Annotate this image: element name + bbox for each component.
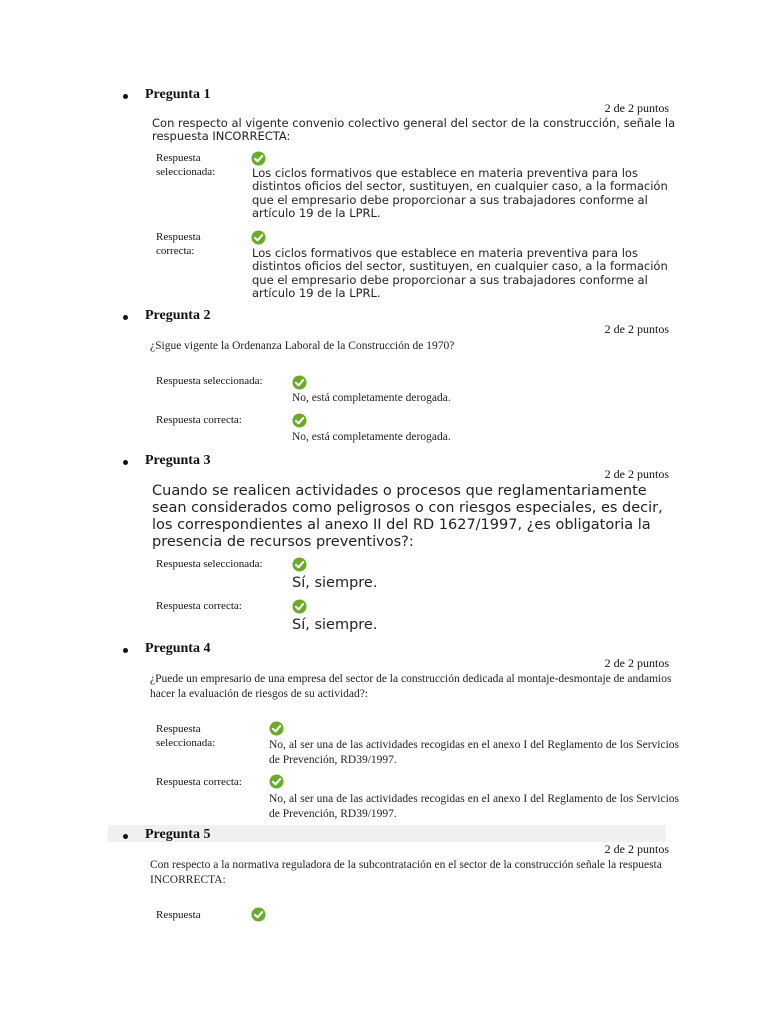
check-circle-icon — [251, 230, 266, 245]
bullet-icon — [123, 315, 128, 320]
selected-answer-text: Los ciclos formativos que establece en materia preventiva para los distintos oficios del sector, sustituyen, en cualquier caso, a la formación que el empresario debe proporcionar a sus trabajadores conforme al artículo 19 de la LPRL. — [252, 166, 668, 221]
check-circle-icon — [292, 599, 307, 614]
question-points: 2 de 2 puntos — [604, 656, 669, 670]
correct-answer-label: Respuesta correcta: — [156, 231, 201, 257]
bullet-icon — [123, 94, 128, 99]
selected-answer-label: Respuesta seleccionada: — [156, 723, 216, 749]
selected-answer-text: Sí, siempre. — [292, 575, 378, 591]
check-circle-icon — [251, 907, 266, 922]
check-circle-icon — [251, 151, 266, 166]
question-text: Cuando se realicen actividades o procesos que reglamentariamente sean considerados como peligrosos o con riesgos especiales, es decir, los correspondientes al anexo II del RD 1627/1997, ¿es obligatoria la presencia de recursos preventivos?: — [152, 483, 663, 550]
check-circle-icon — [292, 375, 307, 390]
question-title: Pregunta 3 — [145, 453, 211, 468]
question-title: Pregunta 4 — [145, 641, 211, 656]
question-title: Pregunta 1 — [145, 87, 211, 102]
selected-answer-label: Respuesta seleccionada: — [156, 152, 216, 178]
bullet-icon — [123, 648, 128, 653]
bullet-icon — [123, 460, 128, 465]
question-title: Pregunta 5 — [145, 827, 211, 842]
correct-answer-label: Respuesta correcta: — [156, 414, 242, 426]
check-circle-icon — [269, 774, 284, 789]
question-points: 2 de 2 puntos — [604, 467, 669, 481]
selected-answer-label: Respuesta — [156, 909, 201, 921]
check-circle-icon — [292, 413, 307, 428]
question-text: ¿Sigue vigente la Ordenanza Laboral de la Construcción de 1970? — [150, 340, 455, 352]
question-points: 2 de 2 puntos — [604, 322, 669, 336]
check-circle-icon — [292, 557, 307, 572]
question-points: 2 de 2 puntos — [604, 101, 669, 115]
question-text: Con respecto a la normativa reguladora de la subcontratación en el sector de la construcción señale la respuesta INCORRECTA: — [150, 859, 662, 886]
question-title: Pregunta 2 — [145, 308, 211, 323]
correct-answer-text: Sí, siempre. — [292, 617, 378, 633]
selected-answer-label: Respuesta seleccionada: — [156, 558, 263, 570]
correct-answer-label: Respuesta correcta: — [156, 600, 242, 612]
selected-answer-text: No, al ser una de las actividades recogidas en el anexo I del Reglamento de los Servicios de Prevención, RD39/1997. — [269, 739, 679, 766]
question-text: ¿Puede un empresario de una empresa del sector de la construcción dedicada al montaje-desmontaje de andamios hacer la evaluación de riesgos de su actividad?: — [150, 673, 672, 700]
selected-answer-text: No, está completamente derogada. — [292, 392, 451, 404]
correct-answer-text: No, está completamente derogada. — [292, 431, 451, 443]
bullet-icon — [123, 834, 128, 839]
selected-answer-label: Respuesta seleccionada: — [156, 375, 263, 387]
question-text: Con respecto al vigente convenio colectivo general del sector de la construcción, señale la respuesta INCORRECTA: — [152, 116, 676, 144]
correct-answer-text: No, al ser una de las actividades recogidas en el anexo I del Reglamento de los Servicios de Prevención, RD39/1997. — [269, 793, 679, 820]
correct-answer-label: Respuesta correcta: — [156, 776, 242, 788]
question-points: 2 de 2 puntos — [604, 842, 669, 856]
correct-answer-text: Los ciclos formativos que establece en materia preventiva para los distintos oficios del sector, sustituyen, en cualquier caso, a la formación que el empresario debe proporcionar a sus trabajadores conforme al artículo 19 de la LPRL. — [252, 246, 668, 301]
check-circle-icon — [269, 721, 284, 736]
